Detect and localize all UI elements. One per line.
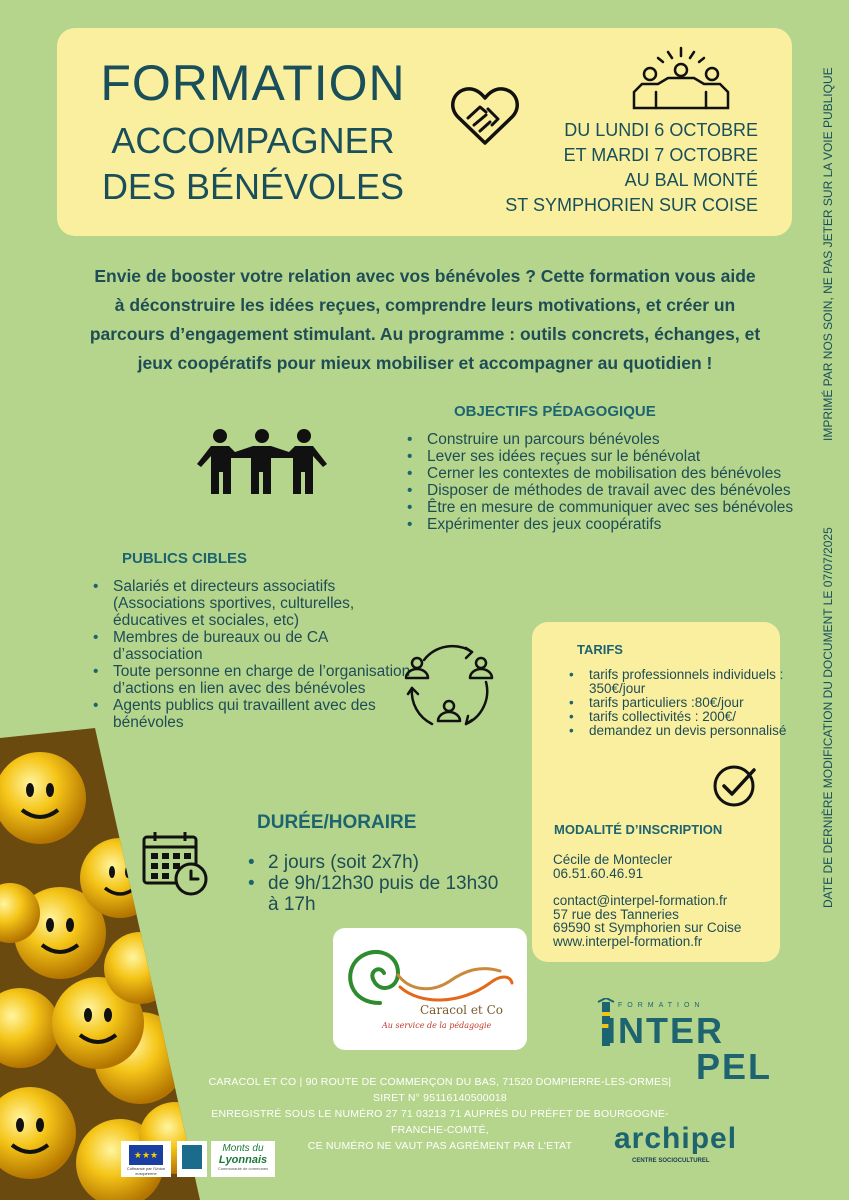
archipel-logo: archipel [614, 1122, 738, 1155]
footer-line: CE NUMÉRO NE VAUT PAS AGRÉMENT PAR L'ETAT [307, 1140, 573, 1152]
list-item: • tarifs collectivités : 200€/ [589, 710, 789, 724]
list-item: • de 9h/12h30 puis de 13h30 à 17h [268, 873, 508, 915]
intro-line: parcours d’engagement stimulant. Au programme : outils concrets, échanges, et [89, 324, 761, 344]
monts-du-lyonnais-logo [211, 1141, 275, 1177]
list-item: • Construire un parcours bénévoles [427, 431, 807, 448]
subtitle-line2: DES BÉNÉVOLES [101, 166, 405, 207]
calendar-clock-icon [141, 829, 209, 897]
list-item: • demandez un devis personnalisé [589, 724, 789, 738]
list-item: • 2 jours (soit 2x7h) [268, 852, 508, 873]
contact-name: Cécile de Montecler [553, 852, 673, 867]
tarifs-list [569, 668, 789, 738]
objectifs-list [407, 431, 807, 533]
monts-line1: Monts du [222, 1143, 264, 1154]
caf-badge-icon [182, 1145, 202, 1169]
contact-address-2: 69590 st Symphorien sur Coise [553, 920, 742, 935]
team-celebrate-icon [630, 46, 732, 110]
publics-list [93, 578, 413, 731]
list-item: • Être en mesure de communiquer avec ses bénévoles [427, 499, 807, 516]
intro-line: à déconstruire les idées reçues, comprendre leurs motivations, et créer un [114, 295, 736, 315]
interpel-small: FORMATION [618, 1002, 705, 1009]
subtitle-line1: ACCOMPAGNER [111, 120, 395, 161]
interpel-bottom: PEL [696, 1046, 773, 1087]
side-imprime: IMPRIMÉ PAR NOS SOIN, NE PAS JETER SUR LA VOIE PUBLIQUE [821, 67, 835, 441]
list-item: • tarifs particuliers :80€/jour [589, 696, 789, 710]
inscription-title: MODALITÉ D’INSCRIPTION [554, 822, 723, 837]
check-badge-icon [712, 762, 758, 808]
duree-title: DURÉE/HORAIRE [257, 812, 417, 833]
interpel-top: INTER [606, 1010, 724, 1051]
eu-logo [121, 1141, 171, 1177]
page-subtitle [88, 118, 418, 210]
contact-website[interactable]: www.interpel-formation.fr [553, 934, 703, 949]
footer-line: SIRET N° 95116140500018 [373, 1092, 507, 1104]
list-item: • Lever ses idées reçues sur le bénévolat [427, 448, 807, 465]
heart-handshake-icon [450, 85, 520, 147]
contact-phone[interactable]: 06.51.60.46.91 [553, 866, 644, 881]
monts-line3: Communauté de communes [217, 1166, 269, 1171]
list-item: • Membres de bureaux ou de CA d’association [113, 629, 413, 663]
people-group-icon [195, 428, 330, 496]
contact-address-1: 57 rue des Tanneries [553, 907, 679, 922]
monts-line2: Lyonnais [218, 1154, 268, 1166]
footer-line: FRANCHE-COMTÉ, [391, 1124, 489, 1136]
list-item: • Toute personne en charge de l’organisation d’actions en lien avec des bénévoles [113, 663, 413, 697]
date-line-1: DU LUNDI 6 OCTOBRE [564, 120, 758, 140]
caracol-name: Caracol et Co [420, 1003, 503, 1017]
objectifs-title: OBJECTIFS PÉDAGOGIQUE [454, 403, 656, 420]
archipel-small: CENTRE SOCIOCULTUREL [632, 1158, 710, 1164]
list-item: • Agents publics qui travaillent avec des bénévoles [113, 697, 413, 731]
date-line-3: AU BAL MONTÉ [624, 170, 758, 190]
page-title: FORMATION [100, 55, 406, 111]
intro-line: jeux coopératifs pour mieux mobiliser et accompagner au quotidien ! [137, 353, 713, 373]
tarifs-title: TARIFS [577, 642, 623, 657]
date-line-4: ST SYMPHORIEN SUR COISE [505, 195, 758, 215]
list-item: • Expérimenter des jeux coopératifs [427, 516, 807, 533]
list-item: • tarifs professionnels individuels : 350€/jour [589, 668, 789, 696]
caf-logo [177, 1141, 207, 1177]
list-item: • Disposer de méthodes de travail avec des bénévoles [427, 482, 807, 499]
eu-flag-icon: ★★★ [129, 1145, 163, 1165]
eu-caption: Cofinancé par l’Union européenne [126, 1166, 166, 1176]
cycle-people-icon [402, 640, 498, 732]
smiley-balls-image [0, 728, 200, 1200]
publics-title: PUBLICS CIBLES [122, 550, 248, 567]
footer-line: ENREGISTRÉ SOUS LE NUMÉRO 27 71 03213 71 AUPRÈS DU PRÉFET DE BOURGOGNE- [211, 1108, 669, 1120]
date-line-2: ET MARDI 7 OCTOBRE [563, 145, 758, 165]
list-item: • Salariés et directeurs associatifs (Associations sportives, culturelles, éducatives et sociales, etc) [113, 578, 413, 629]
side-date-modif: DATE DE DERNIÈRE MODIFICATION DU DOCUMENT LE 07/07/2025 [821, 527, 835, 908]
duree-list [248, 852, 508, 915]
caracol-tagline: Au service de la pédagogie [382, 1021, 492, 1030]
list-item: • Cerner les contextes de mobilisation des bénévoles [427, 465, 807, 482]
intro-paragraph [60, 262, 790, 378]
footer-line: CARACOL ET CO | 90 ROUTE DE COMMERÇON DU BAS, 71520 DOMPIERRE-LES-ORMES| [208, 1076, 672, 1088]
contact-email[interactable]: contact@interpel-formation.fr [553, 893, 728, 908]
intro-line: Envie de booster votre relation avec vos bénévoles ? Cette formation vous aide [94, 266, 756, 286]
